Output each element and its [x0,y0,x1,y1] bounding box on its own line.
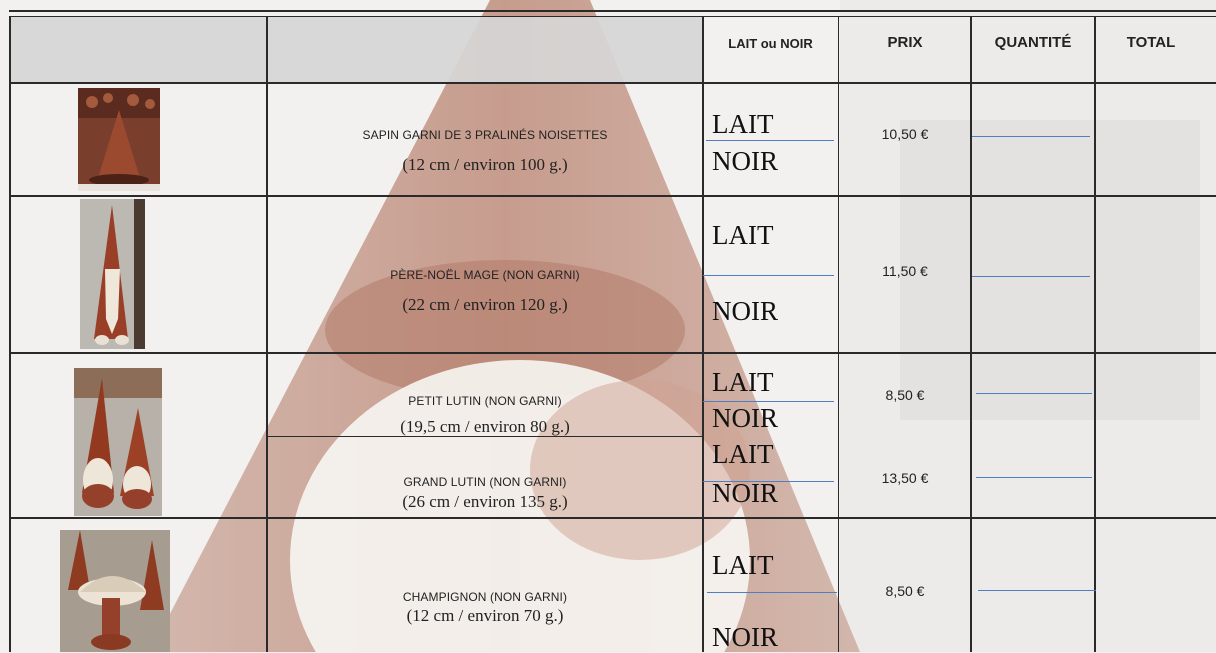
quantity-field[interactable] [978,590,1096,591]
product-size: (12 cm / environ 70 g.) [406,606,564,625]
chocolate-tree-photo [78,88,160,191]
product-price: 8,50 € [885,583,925,599]
choice-divider [706,140,834,141]
choice-lait[interactable]: LAIT [712,439,774,469]
choice-noir[interactable]: NOIR [712,478,778,508]
product-name: SAPIN GARNI DE 3 PRALINÉS NOISETTES [362,128,608,142]
header-choice: LAIT ou NOIR [728,36,813,51]
product-price: 10,50 € [881,126,929,142]
col-rule-choice [838,16,839,652]
choice-lait[interactable]: LAIT [712,550,774,580]
choice-noir[interactable]: NOIR [712,296,778,326]
product-size: (26 cm / environ 135 g.) [402,492,568,511]
header-bottom-rule [9,82,1216,84]
quantity-field[interactable] [972,276,1090,277]
quantity-field[interactable] [976,393,1092,394]
choice-lait[interactable]: LAIT [712,220,774,250]
header-price: PRIX [887,34,923,51]
product-size: (12 cm / environ 100 g.) [402,155,568,174]
header-empty-cells [9,16,703,82]
row-1-bottom-rule [9,195,1216,197]
col-rule-photo [266,16,268,652]
choice-noir[interactable]: NOIR [712,622,778,652]
choice-noir[interactable]: NOIR [712,146,778,176]
header-total: TOTAL [1126,34,1176,51]
col-rule-left [9,16,11,652]
choice-noir[interactable]: NOIR [712,403,778,433]
choice-divider [703,401,834,402]
table-top-rule-2 [9,16,1216,17]
table-top-rule [9,10,1216,12]
chocolate-santa-photo [80,199,145,349]
product-price: 13,50 € [881,470,929,486]
chocolate-gnomes-photo [74,368,162,516]
product-name: GRAND LUTIN (NON GARNI) [403,475,567,489]
product-size: (22 cm / environ 120 g.) [402,295,568,314]
col-rule-desc [702,16,704,652]
choice-lait[interactable]: LAIT [712,109,774,139]
choice-divider [703,275,834,276]
quantity-field[interactable] [976,477,1092,478]
product-name: PETIT LUTIN (NON GARNI) [408,394,562,408]
choice-divider [707,592,837,593]
product-name: PÈRE-NOËL MAGE (NON GARNI) [390,268,580,282]
col-rule-price [970,16,972,652]
quantity-field[interactable] [972,136,1090,137]
product-price: 8,50 € [885,387,925,403]
choice-lait[interactable]: LAIT [712,367,774,397]
product-name: CHAMPIGNON (NON GARNI) [402,590,568,604]
col-rule-qty [1094,16,1096,652]
row-3-bottom-rule [9,517,1216,519]
chocolate-mushroom-photo [60,530,170,652]
row-2-bottom-rule [9,352,1216,354]
product-price: 11,50 € [882,263,928,279]
header-quantity: QUANTITÉ [994,34,1072,51]
product-size: (19,5 cm / environ 80 g.) [400,417,570,436]
